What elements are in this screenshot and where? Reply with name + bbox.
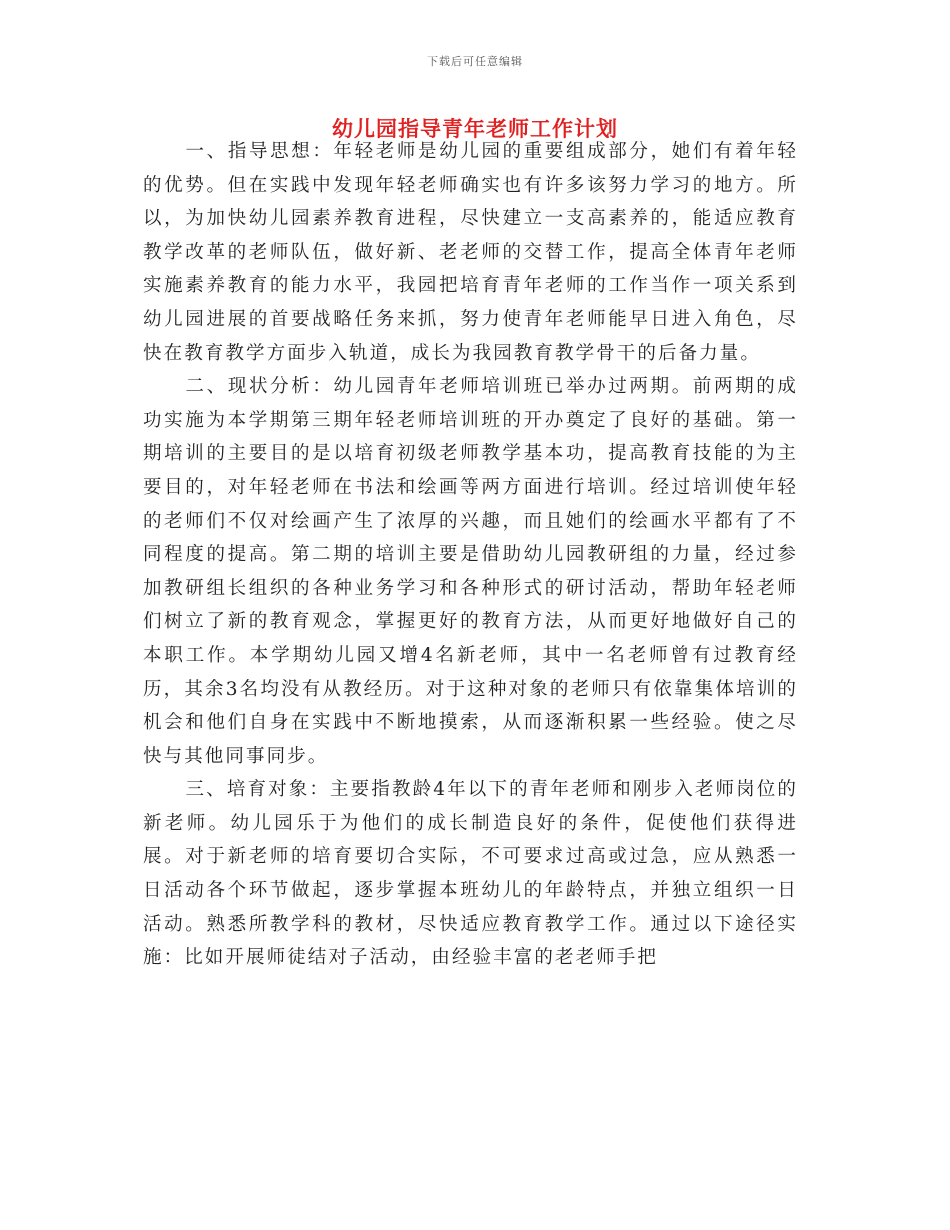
document-title: 幼儿园指导青年老师工作计划	[332, 117, 618, 141]
paragraph-guiding-ideology: 一、指导思想：年轻老师是幼儿园的重要组成部分，她们有着年轻的优势。但在实践中发现年轻老师确实也有许多该努力学习的地方。所以，为加快幼儿园素养教育进程，尽快建立一支高素养的，能适应教育教学改革的老师队伍，做好新、老老师的交替工作，提高全体青年老师实施素养教育的能力水平，我园把培育青年老师的工作当作一项关系到幼儿园进展的首要战略任务来抓，努力使青年老师能早日进入角色，尽快在教育教学方面步入轨道，成长为我园教育教学骨干的后备力量。	[143, 141, 798, 364]
header-note: 下载后可任意编辑	[427, 55, 523, 68]
document-body	[143, 135, 798, 975]
paragraph-training-targets: 三、培育对象：主要指教龄4年以下的青年老师和刚步入老师岗位的新老师。幼儿园乐于为他们的成长制造良好的条件，促使他们获得进展。对于新老师的培育要切合实际，不可要求过高或过急，应从熟悉一日活动各个环节做起，逐步掌握本班幼儿的年龄特点，并独立组织一日活动。熟悉所教学科的教材，尽快适应教育教学工作。通过以下途径实施：比如开展师徒结对子活动，由经验丰富的老老师手把	[143, 779, 798, 969]
paragraph-current-situation: 二、现状分析：幼儿园青年老师培训班已举办过两期。前两期的成功实施为本学期第三期年轻老师培训班的开办奠定了良好的基础。第一期培训的主要目的是以培育初级老师教学基本功，提高教育技能的为主要目的，对年轻老师在书法和绘画等两方面进行培训。经过培训使年轻的老师们不仅对绘画产生了浓厚的兴趣，而且她们的绘画水平都有了不同程度的提高。第二期的培训主要是借助幼儿园教研组的力量，经过参加教研组长组织的各种业务学习和各种形式的研讨活动，帮助年轻老师们树立了新的教育观念，掌握更好的教育方法，从而更好地做好自己的本职工作。本学期幼儿园又增4名新老师，其中一名老师曾有过教育经历，其余3名均没有从教经历。对于这种对象的老师只有依靠集体培训的机会和他们自身在实践中不断地摸索，从而逐渐积累一些经验。使之尽快与其他同事同步。	[143, 376, 798, 767]
